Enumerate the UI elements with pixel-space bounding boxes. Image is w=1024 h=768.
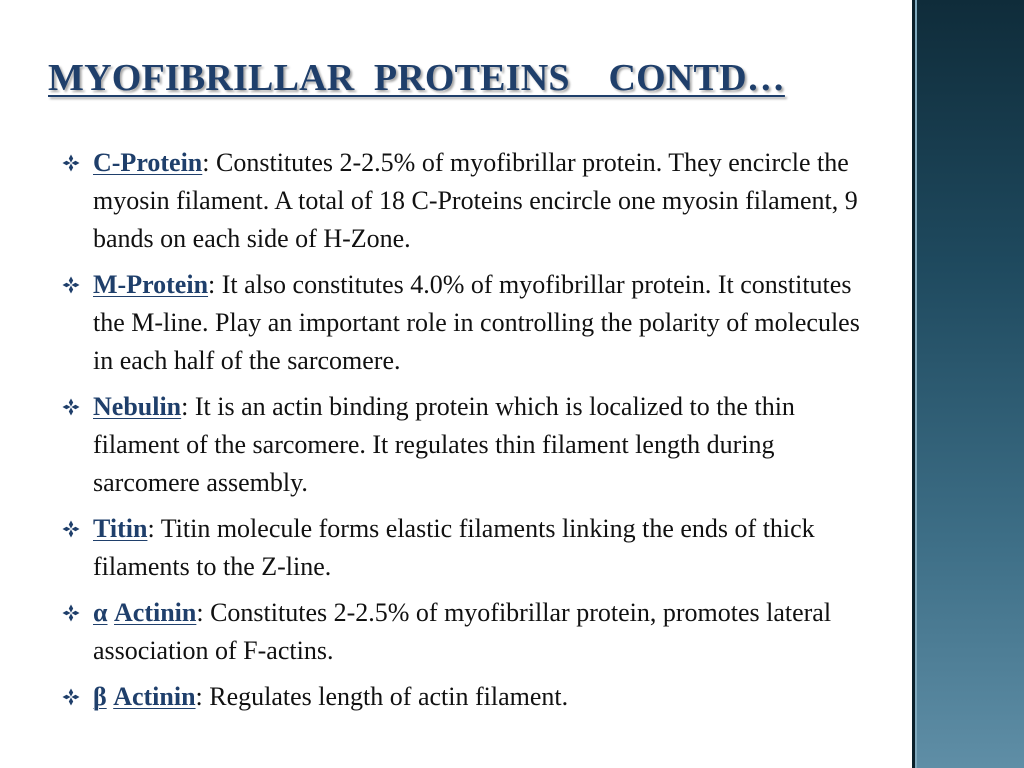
four-diamond-bullet-icon bbox=[62, 688, 80, 706]
item-text: : Constitutes 2-2.5% of myofibrillar protein. They encircle the myosin filament. A total of 18 C-Proteins encircle one myosin filament, 9 bands on each side of H-Zone. bbox=[93, 148, 858, 253]
term-beta-actinin: Actinin bbox=[113, 682, 196, 711]
bullet-list bbox=[60, 144, 880, 724]
four-diamond-bullet-icon bbox=[62, 154, 80, 172]
list-item-m-protein bbox=[60, 266, 880, 380]
term-nebulin: Nebulin bbox=[93, 392, 182, 421]
item-text: : Titin molecule forms elastic filaments linking the ends of thick filaments to the Z-line. bbox=[93, 514, 815, 581]
decorative-side-bar bbox=[912, 0, 1024, 768]
four-diamond-bullet-icon bbox=[62, 520, 80, 538]
term-m-protein: M-Protein bbox=[93, 270, 209, 299]
term-c-protein: C-Protein bbox=[93, 148, 203, 177]
term-beta-prefix: β bbox=[93, 682, 107, 711]
term-alpha-prefix: α bbox=[93, 598, 108, 627]
list-item-titin bbox=[60, 510, 880, 586]
four-diamond-bullet-icon bbox=[62, 604, 80, 622]
item-text: : It is an actin binding protein which is localized to the thin filament of the sarcomere. It regulates thin filament length during sarcomere assembly. bbox=[93, 392, 795, 497]
item-text: : It also constitutes 4.0% of myofibrillar protein. It constitutes the M-line. Play an important role in controlling the polarity of molecules in each half of the sarcomere. bbox=[93, 270, 860, 375]
term-titin: Titin bbox=[93, 514, 148, 543]
item-text: : Constitutes 2-2.5% of myofibrillar protein, promotes lateral association of F-actins. bbox=[93, 598, 832, 665]
item-text: : Regulates length of actin filament. bbox=[195, 682, 569, 711]
four-diamond-bullet-icon bbox=[62, 276, 80, 294]
list-item-alpha-actinin bbox=[60, 594, 880, 670]
four-diamond-bullet-icon bbox=[62, 398, 80, 416]
list-item-c-protein bbox=[60, 144, 880, 258]
slide-title: MYOFIBRILLAR PROTEINS CONTD… bbox=[48, 57, 785, 99]
list-item-beta-actinin bbox=[60, 678, 880, 716]
list-item-nebulin bbox=[60, 388, 880, 502]
term-alpha-actinin: Actinin bbox=[114, 598, 197, 627]
